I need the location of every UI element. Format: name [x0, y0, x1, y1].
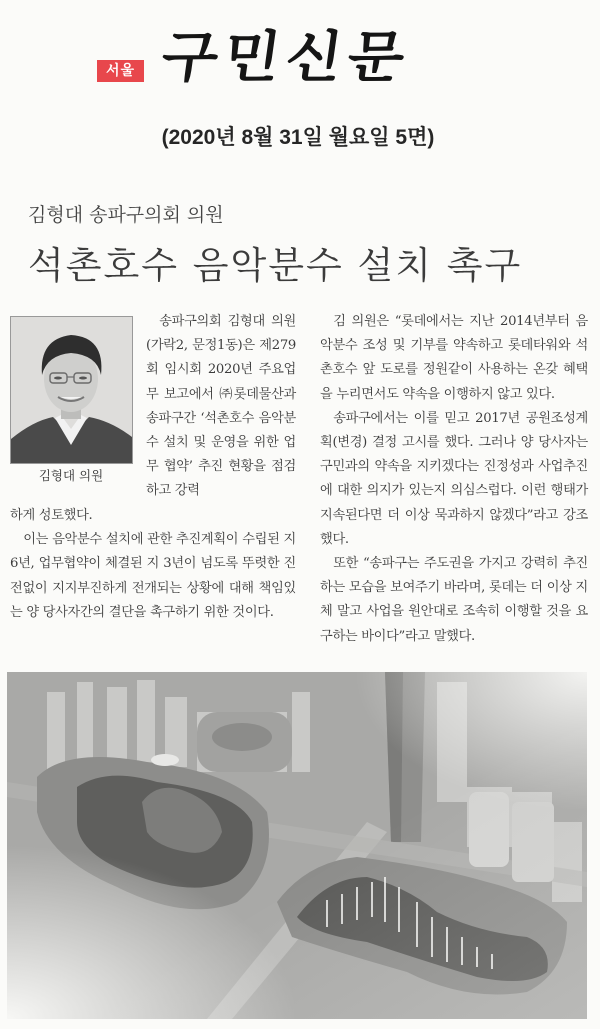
newspaper-logo: 구민신문: [157, 24, 415, 90]
article-headline: 석촌호수 음악분수 설치 촉구: [28, 244, 523, 287]
article-column-left-top: [146, 310, 296, 504]
article-column-left-bottom: [10, 504, 296, 625]
aerial-photo: [7, 672, 587, 1019]
article-column-right: [320, 310, 588, 649]
portrait-image-icon: [11, 317, 132, 463]
region-badge: 서울: [97, 60, 144, 82]
paragraph-1-part-1: 송파구의회 김형대 의원(가락2, 문정1동)은 제279회 임시회 2020년 주요업무 보고에서 ㈜롯데물산과 송파구간 ‘석촌호수 음악분수 설치 및 운영을 위한 업무 협약’ 추진 현황을 점검하고 강력: [146, 314, 296, 499]
aerial-lake-image-icon: [7, 672, 587, 1019]
photo-caption: 김형대 의원: [38, 468, 104, 483]
paragraph-1-part-2: 하게 성토했다.: [10, 508, 93, 523]
paragraph-5: 또한 “송파구는 주도권을 가지고 강력히 추진하는 모습을 보여주기 바라며, 롯데는 더 이상 지체 말고 사업을 원안대로 조속히 이행할 것을 요구하는 바이다”라고 말했다.: [320, 556, 588, 644]
paragraph-2: 이는 음악분수 설치에 관한 추진계획이 수립된 지 6년, 업무협약이 체결된 지 3년이 넘도록 뚜렷한 진전없이 지지부진하게 전개되는 상황에 대해 책임있는 양 당사자간의 결단을 촉구하기 위한 것이다.: [10, 532, 296, 620]
portrait-photo: [10, 316, 133, 464]
article-kicker: 김형대 송파구의회 의원: [28, 204, 224, 226]
dateline: (2020년 8월 31일 월요일 5면): [161, 126, 435, 149]
paragraph-3: 김 의원은 “롯데에서는 지난 2014년부터 음악분수 조성 및 기부를 약속하고 롯데타워와 석촌호수 앞 도로를 정원같이 사용하는 온갖 혜택을 누리면서도 약속을 이행하지 않고 있다.: [320, 314, 588, 402]
paragraph-4: 송파구에서는 이를 믿고 2017년 공원조성계획(변경) 결정 고시를 했다. 그러나 양 당사자는 구민과의 약속을 지키겠다는 진정성과 사업추진에 대한 의지가 있는지 의심스럽다. 이런 행태가 지속된다면 더 이상 묵과하지 않겠다”라고 강조했다.: [320, 410, 588, 547]
